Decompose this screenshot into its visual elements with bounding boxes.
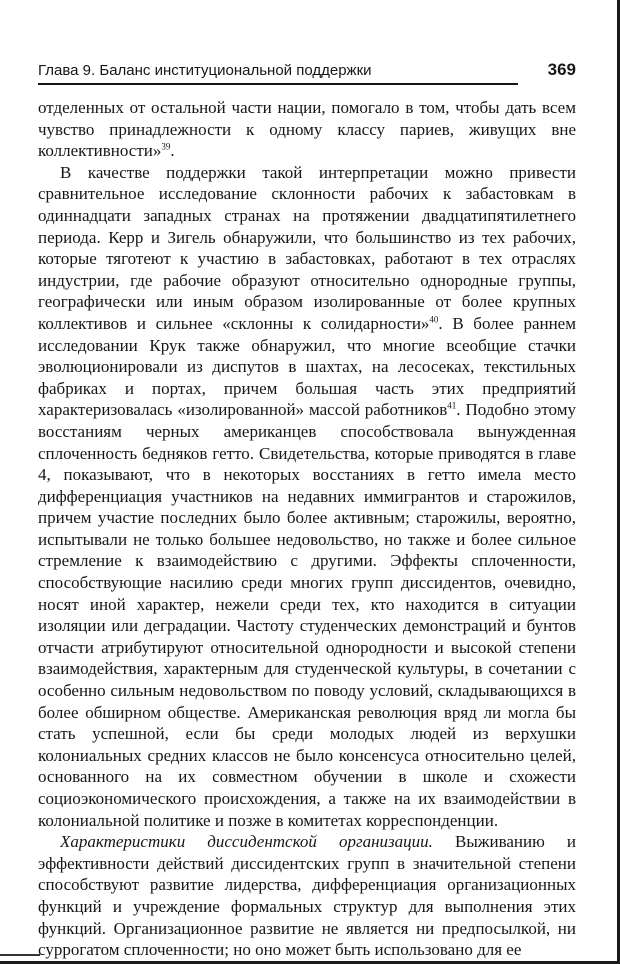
page-number: 369 — [547, 60, 576, 79]
footnote-ref-39: 39 — [161, 141, 171, 152]
page-edge-mark — [0, 954, 40, 956]
paragraph-2-text-b: . В более раннем исследовании Крук также обнаружил, что многие всеобщие стачки эволюционировали из диспутов в шахтах, на лесосеках, текстильных фабриках и портах, причем большая часть этих предприятий характеризовалась «изолированной» массой работников — [38, 313, 576, 420]
paragraph-2 — [38, 162, 576, 831]
paragraph-3 — [38, 831, 576, 961]
section-heading-italic: Характеристики диссидентской организации. — [60, 832, 433, 852]
body-text — [38, 97, 576, 961]
paragraph-1: отделенных от остальной части нации, помогало в том, чтобы дать всем чувство принадлежности к одному классу париев, живущих вне коллективности»$^{39}$. — [38, 98, 576, 161]
paragraph-2-text-c: . Подобно этому восстаниям черных американцев способствовала вынужденная сплоченность бедняков гетто. Свидетельства, которые приводятся в главе 4, показывают, что в некоторых восстаниях в гетто имела место дифференциация участников на недавних иммигрантов и старожилов, причем участие последних было более активным; старожилы, вероятно, испытывали не только большее недовольство, но также и более сильное стремление к взаимодействию с другими. Эффекты сплоченности, способствующие насилию среди многих групп диссидентов, очевидно, носят иной характер, нежели среди тех, кто находится в ситуации изоляции или деградации. Частоту студенческих демонстраций и бунтов отчасти атрибутируют относительной однородности и высокой степени взаимодействия, характерным для студенческой культуры, в сочетании с особенно сильным недовольством по поводу условий, складывающихся в более обширном обществе. Американская революция вряд ли могла бы стать успешной, если бы среди молодых людей из верхушки колониальных средних классов не было консенсуса относительно целей, основанного на их совместном обучении в школе и схожести социоэкономического происхождения, а также на их взаимодействии в колониальной политике и позже в комитетах корреспонденции. — [38, 400, 576, 830]
footnote-ref-40: 40 — [429, 314, 439, 325]
header-rule — [38, 83, 518, 85]
footnote-ref-41: 41 — [447, 400, 457, 411]
chapter-title: Глава 9. Баланс институциональной поддержки — [38, 62, 372, 79]
paragraph-3-text: Выживанию и эффективности действий диссидентских групп в значительной степени способствуют развитие лидерства, дифференциация организационных функций и учреждение формальных структур для выполнения этих функций. Организационное развитие не является ни предпосылкой, ни суррогатом сплоченности; но оно может быть использовано для ее — [38, 832, 576, 960]
paragraph-2-text-a: В качестве поддержки такой интерпретации можно привести сравнительное исследование склонности рабочих к забастовкам в одиннадцати западных странах на протяжении двадцатипятилетнего периода. Керр и Зигель обнаружили, что большинство из тех рабочих, которые тяготеют к участию в забастовках, работают в тех отраслях индустрии, где рабочие образуют относительно однородные группы, географически или иным образом изолированные от более крупных коллективов и сильнее «склонны к солидарности» — [38, 162, 576, 333]
paragraph-1-text: отделенных от остальной части нации, помогало в том, чтобы дать всем чувство принадлежности к одному классу париев, живущих вне коллективности» — [38, 98, 576, 161]
